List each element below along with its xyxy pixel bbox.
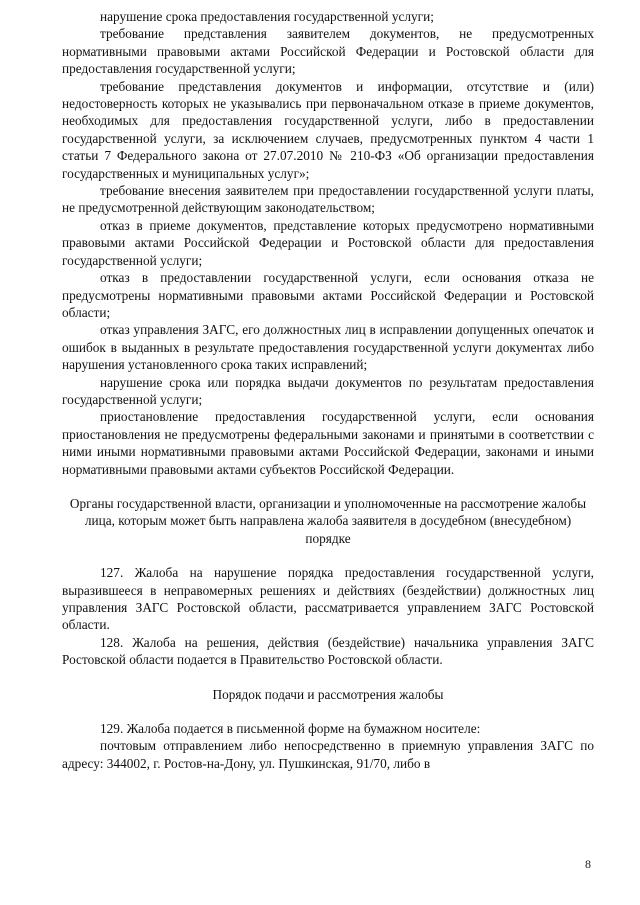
paragraph: требование представления документов и информации, отсутствие и (или) недостоверность которых не указывались при первоначальном отказе в приеме документов, необходимых для предоставления государственной услуги, либо в предоставлении государственной услуги, за исключением случаев, предусмотренных пунктом 4 части 1 статьи 7 Федерального закона от 27.07.2010 № 210-ФЗ «Об организации предоставления государственных и муниципальных услуг»; [62,78,594,181]
paragraph: требование представления заявителем документов, не предусмотренных нормативными правовыми актами Российской Федерации и Ростовской области для предоставления государственной услуги; [62,26,594,77]
section-heading: Органы государственной власти, организации и уполномоченные на рассмотрение жалобы лица, которым может быть направлена жалоба заявителя в досудебном (внесудебном) порядке [69,495,587,546]
paragraph: отказ управления ЗАГС, его должностных лиц в исправлении допущенных опечаток и ошибок в выданных в результате предоставления государственной услуги документах либо нарушения установленного срока таких исправлений; [62,322,594,373]
paragraph: 128. Жалоба на решения, действия (бездействие) начальника управления ЗАГС Ростовской области подается в Правительство Ростовской области. [62,634,594,668]
document-page [62,8,594,772]
paragraph: 129. Жалоба подается в письменной форме на бумажном носителе: [100,721,481,737]
paragraph: отказ в предоставлении государственной услуги, если основания отказа не предусмотрены нормативными правовыми актами Российской Федерации и Ростовской области; [62,270,594,320]
paragraph: нарушение срока предоставления государственной услуги; [100,9,434,24]
paragraph: 127. Жалоба на нарушение порядка предоставления государственной услуги, выразившееся в неправомерных решениях и действиях (бездействии) должностных лиц управления ЗАГС Ростовской области, рассматривается управлением ЗАГС Ростовской области. [62,565,594,633]
paragraph: отказ в приеме документов, представление которых предусмотрено нормативными правовыми актами Российской Федерации и Ростовской области для предоставления государственной услуги; [62,217,594,268]
paragraph: нарушение срока или порядка выдачи документов по результатам предоставления государственной услуги; [62,374,594,407]
section-heading: Порядок подачи и рассмотрения жалобы [212,686,444,702]
page-number: 8 [585,857,591,871]
paragraph: почтовым отправлением либо непосредственно в приемную управления ЗАГС по адресу: 344002, г. Ростов-на-Дону, ул. Пушкинская, 91/70, либо в [62,738,594,771]
paragraph: требование внесения заявителем при предоставлении государственной услуги платы, не предусмотренной действующим законодательством; [62,183,594,216]
paragraph: приостановление предоставления государственной услуги, если основания приостановления не предусмотрены федеральными законами и принятыми в соответствии с ними иными нормативными правовыми актами Российской Федерации, законами и иными нормативными правовыми актами субъектов Российской Федерации. [62,409,594,477]
